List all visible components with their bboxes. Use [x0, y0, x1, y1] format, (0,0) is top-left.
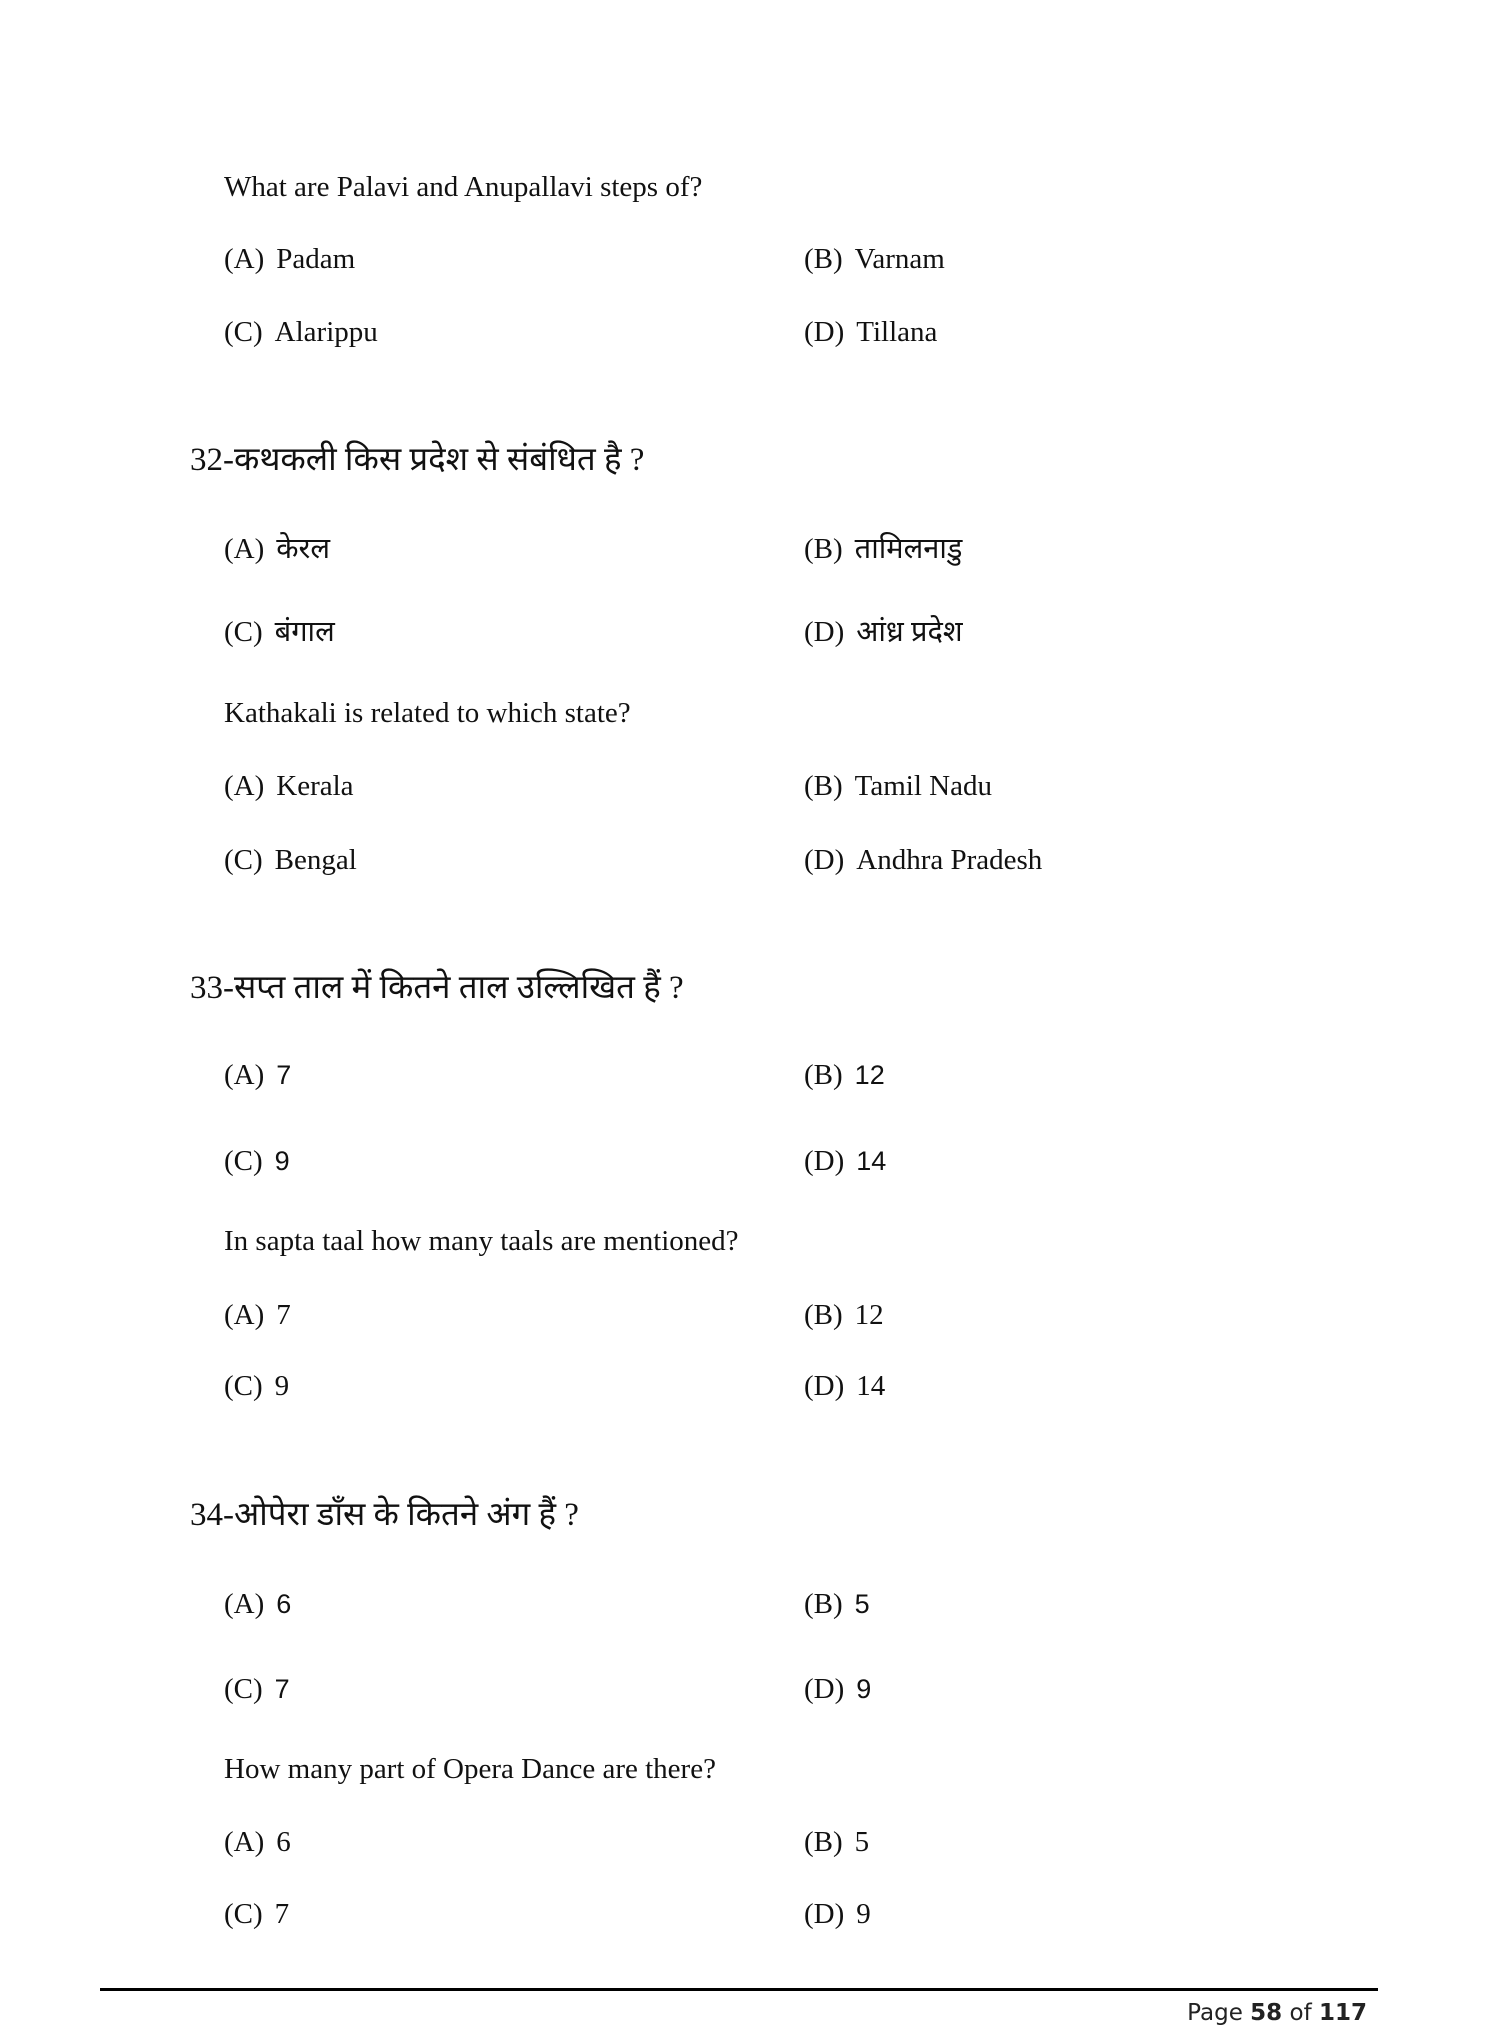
option-label: (C)	[224, 1898, 263, 1930]
option-label: (D)	[804, 1673, 845, 1705]
answer-option	[804, 1586, 870, 1622]
answer-option	[804, 1671, 871, 1707]
option-text: Varnam	[854, 243, 945, 275]
answer-option	[224, 614, 335, 650]
option-text: Bengal	[274, 844, 357, 876]
option-text: Tillana	[856, 316, 938, 348]
option-label: (C)	[224, 1370, 263, 1402]
answer-option	[804, 241, 945, 277]
of-label: of	[1289, 2000, 1312, 2026]
option-label: (B)	[804, 1059, 843, 1091]
option-label: (A)	[224, 770, 265, 802]
option-text: केरल	[276, 533, 331, 565]
option-label: (A)	[224, 1826, 265, 1858]
option-label: (A)	[224, 1299, 265, 1331]
answer-option	[224, 314, 378, 350]
answer-option	[224, 1057, 291, 1093]
option-text: Andhra Pradesh	[856, 844, 1043, 876]
question-english: In sapta taal how many taals are mentioned?	[224, 1225, 739, 1257]
option-text: आंध्र प्रदेश	[856, 616, 963, 648]
option-label: (A)	[224, 533, 265, 565]
option-label: (B)	[804, 533, 843, 565]
option-text: Tamil Nadu	[854, 770, 992, 802]
answer-option	[804, 314, 937, 350]
option-label: (C)	[224, 1145, 263, 1177]
page-label: Page	[1187, 2000, 1243, 2026]
option-label: (B)	[804, 1299, 843, 1331]
option-label: (A)	[224, 1059, 265, 1091]
answer-option	[224, 241, 355, 277]
option-text: 6	[276, 1826, 291, 1858]
question-hindi: 34-ओपेरा डाँस के कितने अंग हैं ?	[190, 1497, 579, 1533]
option-label: (D)	[804, 844, 845, 876]
option-label: (D)	[804, 616, 845, 648]
option-text: 7	[274, 1898, 290, 1930]
option-label: (C)	[224, 844, 263, 876]
option-label: (B)	[804, 770, 843, 802]
question-hindi: 33-सप्त ताल में कितने ताल उल्लिखित हैं ?	[190, 970, 684, 1006]
answer-option	[804, 768, 992, 804]
option-label: (A)	[224, 1588, 265, 1620]
option-text: 9	[274, 1370, 290, 1402]
option-label: (C)	[224, 1673, 263, 1705]
option-label: (C)	[224, 616, 263, 648]
page-number	[1187, 2000, 1367, 2026]
answer-option	[804, 531, 962, 567]
answer-option	[224, 1671, 290, 1707]
answer-option	[804, 1057, 885, 1093]
answer-option	[224, 768, 354, 804]
option-label: (D)	[804, 1145, 845, 1177]
answer-option	[224, 1143, 290, 1179]
answer-option	[804, 842, 1042, 878]
option-text: 7	[276, 1299, 291, 1331]
option-text: 5	[854, 1826, 870, 1858]
option-label: (D)	[804, 1370, 845, 1402]
option-label: (D)	[804, 316, 845, 348]
answer-option	[804, 1143, 886, 1179]
option-label: (A)	[224, 243, 265, 275]
option-text: Padam	[276, 243, 356, 275]
answer-option	[804, 1297, 884, 1333]
option-text: तामिलनाडु	[854, 533, 963, 565]
answer-option	[804, 1896, 871, 1932]
option-text: 5	[854, 1589, 870, 1619]
option-label: (B)	[804, 1826, 843, 1858]
option-label: (D)	[804, 1898, 845, 1930]
option-text: 9	[274, 1146, 290, 1176]
total-pages: 117	[1318, 2000, 1367, 2026]
option-label: (B)	[804, 1588, 843, 1620]
option-label: (C)	[224, 316, 263, 348]
answer-option	[224, 1896, 289, 1932]
option-text: Alarippu	[274, 316, 378, 348]
answer-option	[224, 842, 357, 878]
answer-option	[224, 531, 330, 567]
option-text: Kerala	[276, 770, 354, 802]
answer-option	[224, 1586, 291, 1622]
option-text: बंगाल	[274, 616, 335, 648]
option-text: 9	[856, 1898, 871, 1930]
answer-option	[224, 1368, 289, 1404]
current-page: 58	[1250, 2000, 1283, 2026]
option-text: 14	[856, 1146, 887, 1176]
option-label: (B)	[804, 243, 843, 275]
option-text: 6	[276, 1589, 292, 1619]
answer-option	[224, 1824, 291, 1860]
option-text: 12	[854, 1299, 884, 1331]
option-text: 14	[856, 1370, 886, 1402]
option-text: 12	[854, 1060, 885, 1090]
option-text: 7	[276, 1060, 292, 1090]
question-english: What are Palavi and Anupallavi steps of?	[224, 171, 703, 203]
answer-option	[224, 1297, 291, 1333]
question-hindi: 32-कथकली किस प्रदेश से संबंधित है ?	[190, 442, 645, 478]
question-english: Kathakali is related to which state?	[224, 697, 631, 729]
footer-divider	[100, 1988, 1378, 1991]
answer-option	[804, 1824, 869, 1860]
question-english: How many part of Opera Dance are there?	[224, 1753, 716, 1785]
option-text: 9	[856, 1674, 872, 1704]
option-text: 7	[274, 1674, 290, 1704]
answer-option	[804, 614, 963, 650]
answer-option	[804, 1368, 885, 1404]
